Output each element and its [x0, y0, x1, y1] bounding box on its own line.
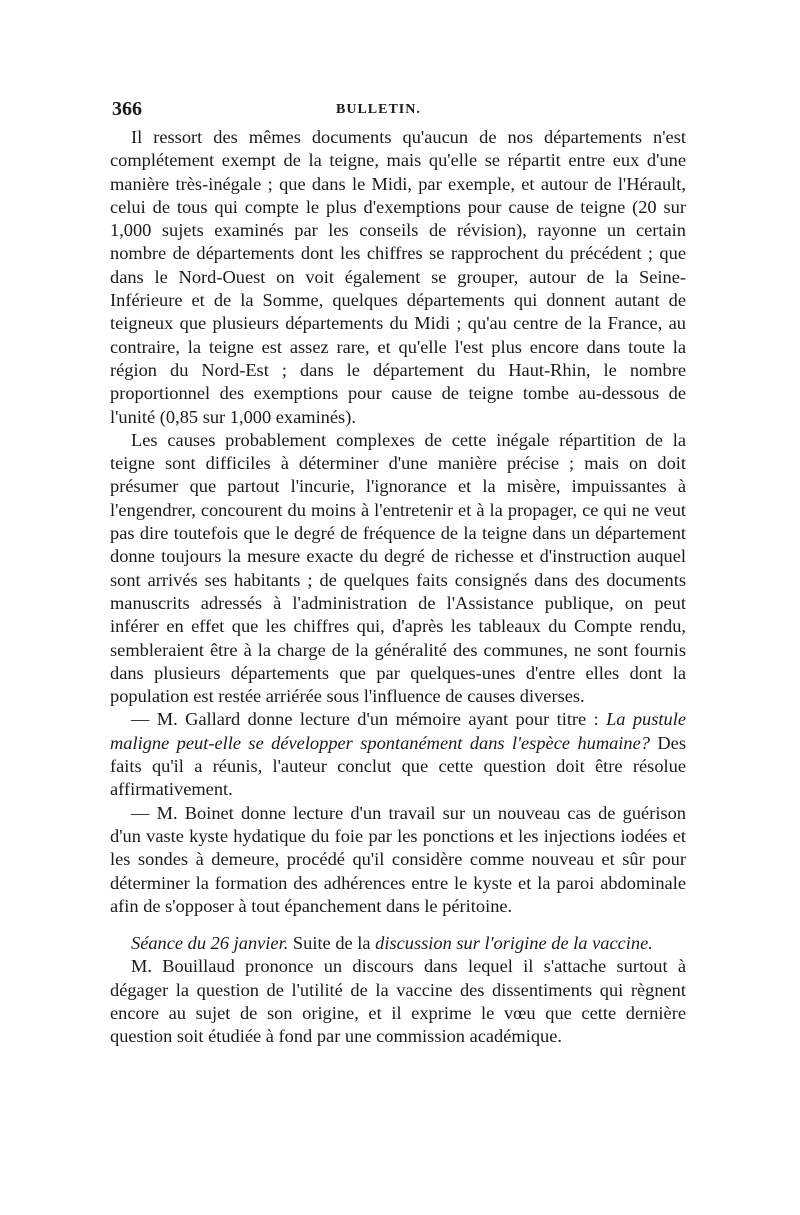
paragraph-teigne-causes: Les causes probablement complexes de cette inégale répartition de la teigne sont difficiles à déterminer d'une manière précise ; mais on doit présumer que partout l'incurie, l'ignorance et la misère, impuissantes à l'engendrer, concourent du moins à l'entretenir et à la propager, ce qui ne veut pas dire toutefois que le degré de fréquence de la teigne dans un département donne toujours la mesure exacte du degré de richesse et d'instruction auquel sont arrivés ses habitants ; de quelques faits consignés dans des documents manuscrits adressés à l'administration de l'Assistance publique, on peut inférer en effet que les chiffres qui, d'après les tableaux du Compte rendu, sembleraient être à la charge de la généralité des communes, ne sont fournis dans plusieurs départements que par quelques-unes d'entre elles dont la population est restée arriérée sous l'influence de causes diverses. [110, 429, 686, 707]
running-title: BULLETIN. [336, 102, 421, 117]
page-header [110, 98, 686, 124]
paragraph-gallard [110, 708, 686, 801]
session-mid: Suite de la [288, 933, 376, 954]
paragraph-bouillaud: M. Bouillaud prononce un discours dans lequel il s'attache surtout à dégager la question de l'utilité de la vaccine des dissentiments qui règnent encore au sujet de son origine, et il exprime le vœu que cette dernière question soit étudiée à fond par une commission académique. [110, 956, 686, 1047]
gallard-conclusion: Des faits qu'il a réunis, l'auteur conclut que cette question doit être résolue affirmativement. [110, 732, 686, 800]
paragraph-boinet: — M. Boinet donne lecture d'un travail sur un nouveau cas de guérison d'un vaste kyste hydatique du foie par les ponctions et les injections iodées et les sondes à demeure, procédé qu'il considère comme nouveau et sûr pour déterminer la formation des adhérences entre le kyste et la paroi abdominale afin de s'opposer à tout épanchement dans le péritoine. [110, 802, 686, 916]
section-spacer [110, 918, 686, 932]
session-heading [110, 932, 686, 955]
page-number: 366 [112, 98, 142, 120]
page [110, 98, 686, 1049]
paragraph-teigne-distribution: Il ressort des mêmes documents qu'aucun de nos départements n'est complétement exempt de la teigne, mais qu'elle se répartit entre eux d'une manière très-inégale ; que dans le Midi, par exemple, et autour de l'Hérault, celui de tous qui compte le plus d'exemptions pour cause de teigne (20 sur 1,000 sujets examinés par les conseils de révision), rayonne un certain nombre de départements dont les chiffres se rapprochent du précédent ; que dans le Nord-Ouest on voit également se grouper, autour de la Seine-Inférieure et de la Somme, quelques départements qui donnent autant de teigneux que plusieurs départements du Midi ; qu'au centre de la France, au contraire, la teigne est assez rare, et qu'elle l'est plus encore dans toute la région du Nord-Est ; dans le département du Haut-Rhin, le nombre proportionnel des exemptions pour cause de teigne tombe au-dessous de l'unité (0,85 sur 1,000 examinés). [110, 127, 686, 427]
session-date: Séance du 26 janvier. [131, 933, 289, 954]
session-topic: discussion sur l'origine de la vaccine. [375, 933, 653, 954]
gallard-intro: — M. Gallard donne lecture d'un mémoire ayant pour titre : [131, 709, 607, 730]
gallard-memoir-title: La pustule maligne peut-elle se développer spontanément dans l'espèce humaine? [110, 709, 686, 753]
